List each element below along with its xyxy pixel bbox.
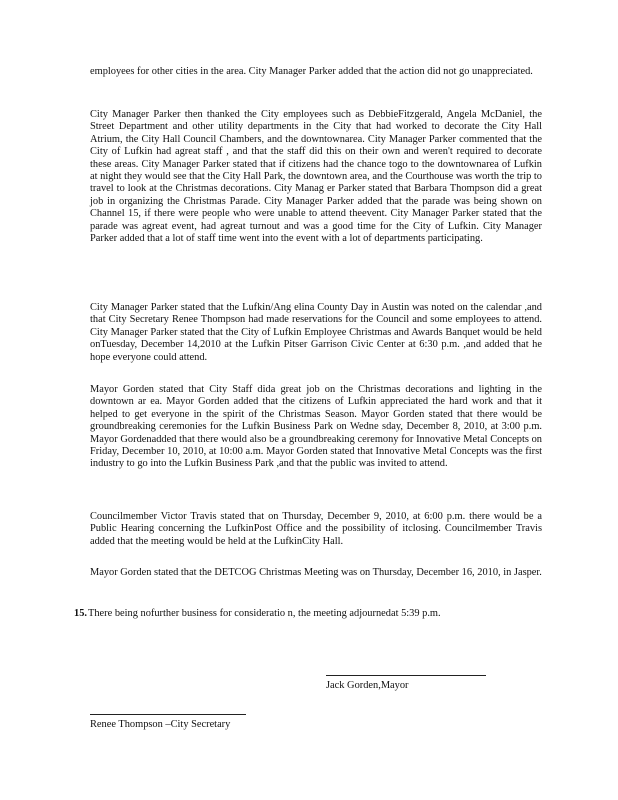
mayor-signature-line <box>326 675 486 676</box>
paragraph-staff-appreciation: employees for other cities in the area. City Manager Parker added that the action did not go unappreciated. <box>90 66 533 77</box>
secretary-signature-line <box>90 714 246 715</box>
mayor-signature-label: Jack Gorden,Mayor <box>326 680 409 691</box>
paragraph-detcog-meeting: Mayor Gorden stated that the DETCOG Christmas Meeting was on Thursday, December 16, 2010, in Jasper. <box>90 567 542 578</box>
paragraph-county-day: City Manager Parker stated that the Lufkin/Ang elina County Day in Austin was noted on the calendar ,and that City Secretary Renee Thompson had made reservations for the Council and some employees to attend. City Manager Parker stated that the City of Lufkin Employee Christmas and Awards Banquet would be held onTuesday, December 14,2010 at the Lufkin Pitser Garrison Civic Center at 6:30 p.m. ,and added that he hope everyone could attend. <box>90 302 542 363</box>
agenda-item-number: 15. <box>74 608 87 619</box>
agenda-item-text: There being nofurther business for consideratio n, the meeting adjournedat 5:39 p.m. <box>88 608 441 619</box>
paragraph-mayor-groundbreaking: Mayor Gorden stated that City Staff dida great job on the Christmas decorations and lighting in the downtown ar ea. Mayor Gorden added that the citizens of Lufkin appreciated the hard work and that it helped to get everyone in the spirit of the Christmas Season. Mayor Gorden stated that there would be groundbreaking ceremonies for the Lufkin Business Park on Wedne sday, December 8, 2010, at 3:00 p.m. Mayor Gordenadded that there would also be a groundbreaking ceremony for Innovative Metal Concepts on Friday, December 10, 2010, at 10:00 a.m. Mayor Gorden stated that Innovative Metal Concepts was the first industry to go into the Lufkin Business Park ,and that the public was invited to attend. <box>90 384 542 470</box>
paragraph-public-hearing: Councilmember Victor Travis stated that on Thursday, December 9, 2010, at 6:00 p.m. there would be a Public Hearing concerning the LufkinPost Office and the possibility of itclosing. Councilmember Travis added that the meeting would be held at the LufkinCity Hall. <box>90 511 542 547</box>
secretary-signature-label: Renee Thompson –City Secretary <box>90 719 231 730</box>
paragraph-city-decorations: City Manager Parker then thanked the City employees such as DebbieFitzgerald, Angela McDaniel, the Street Department and other utility departments in the City that had worked to decorate the City Hall Atrium, the City Hall Council Chambers, and the downtownarea. City Manager Parker commented that the City of Lufkin had agreat staff , and that the staff did this on their own and weren't required to decorate these areas. City Manager Parker stated that if citizens had the chance togo to the downtownarea of Lufkin at night they would see that the City Hall Park, the downtown area, and the Courthouse was worth the trip to travel to look at the Christmas decorations. City Manag er Parker stated that Barbara Thompson did a great job in organizing the Christmas Parade. City Manager Parker added that the parade was being shown on Channel 15, if there were people who were unable to attend theevent. City Manager Parker stated that the parade was agreat event, had agreat turnout and was a good time for the City of Lufkin. City Manager Parker added that a lot of staff time went into the event with a lot of departments participating. <box>90 109 542 245</box>
agenda-item-adjournment <box>74 608 441 620</box>
